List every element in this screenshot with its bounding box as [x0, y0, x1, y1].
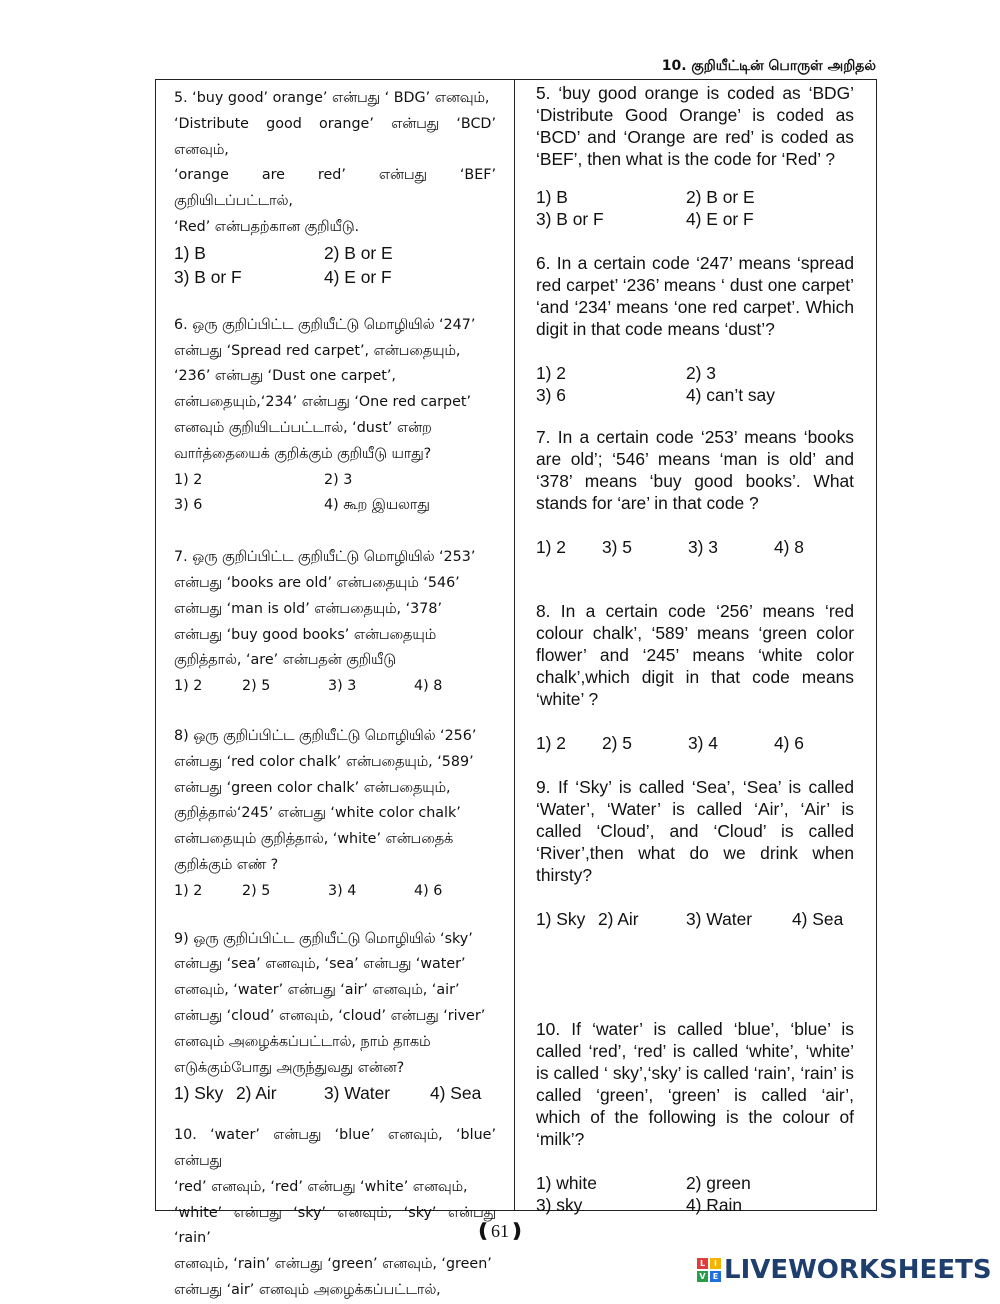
question-line: ‘white’ என்பது ‘sky’ எனவும், ‘sky’ என்பது ‘rain’ — [174, 1204, 496, 1247]
options — [174, 674, 496, 700]
options — [536, 536, 854, 558]
option: 2) 5 — [242, 678, 271, 695]
question-line: என்பது ‘air’ எனவும் அழைக்கப்பட்டால், — [174, 1282, 441, 1299]
page-bracket-right: ❫ — [509, 1221, 525, 1242]
tamil-column — [174, 86, 496, 1304]
en-question-7 — [536, 426, 854, 558]
question-line: எனவும், ‘rain’ என்பது ‘green’ எனவும், ‘green’ — [174, 1256, 492, 1273]
options — [536, 908, 854, 930]
question-line: என்பது ‘green color chalk’ என்பதையும், — [174, 779, 451, 796]
question-line: குறித்தால், ‘are’ என்பதன் குறியீடு — [174, 652, 397, 669]
option: 2) 3 — [324, 471, 353, 488]
question-line: ‘red’ எனவும், ‘red’ என்பது ‘white’ எனவும், — [174, 1178, 468, 1195]
option: 3) sky — [536, 1195, 583, 1215]
option: 1) 2 — [536, 537, 566, 557]
option: 4) Sea — [792, 909, 844, 929]
question-line: எடுக்கும்போது அருந்துவது என்ன? — [174, 1059, 405, 1076]
option: 3) 3 — [328, 678, 357, 695]
question-line: என்பது ‘buy good books’ என்பதையும் — [174, 626, 437, 643]
option: 4) 8 — [774, 537, 804, 557]
options — [536, 362, 854, 406]
question-line: என்பது ‘cloud’ எனவும், ‘cloud’ என்பது ‘river’ — [174, 1007, 486, 1024]
question-line: என்பது ‘sea’ எனவும், ‘sea’ என்பது ‘water’ — [174, 956, 466, 973]
ta-question-5 — [174, 86, 496, 289]
page-bracket-left: ❪ — [475, 1221, 491, 1242]
option: 1) 2 — [174, 678, 203, 695]
question-line: என்பது ‘man is old’ என்பதையும், ‘378’ — [174, 600, 443, 617]
option: 3) 4 — [688, 733, 718, 753]
question-text: 5. ‘buy good orange is coded as ‘BDG’ ‘Distribute Good Orange’ is coded as ‘BCD’ and ‘Orange are red’ is coded as ‘BEF’, then what is the code for ‘Red’ ? — [536, 83, 854, 169]
question-line: ‘Red’ என்பதற்கான குறியீடு. — [174, 218, 360, 235]
en-question-6 — [536, 252, 854, 406]
question-text: 9. If ‘Sky’ is called ‘Sea’, ‘Sea’ is called ‘Water’, ‘Water’ is called ‘Air’, ‘Air’ is called ‘Cloud’, and ‘Cloud’ is called ‘River’,then what do we drink when thirsty? — [536, 777, 854, 885]
logo-tile: L — [697, 1258, 708, 1269]
column-divider — [514, 80, 515, 1211]
option: 4) கூற இயலாது — [324, 497, 430, 514]
page-number-value: 61 — [491, 1221, 509, 1241]
question-text: 10. If ‘water’ is called ‘blue’, ‘blue’ is called ‘red’, ‘red’ is called ‘white’, ‘white’ is called ‘ sky’,‘sky’ is called ‘rain’, ‘rain’ is called ‘green’, ‘green’ is called ‘air’, which of the following is the colour of ‘milk’? — [536, 1019, 854, 1149]
liveworksheets-logo — [697, 1255, 992, 1285]
option: 1) 2 — [174, 882, 203, 899]
question-line: என்பதையும்,‘234’ என்பது ‘One red carpet’ — [174, 394, 472, 411]
logo-tiles — [697, 1258, 721, 1282]
question-line: குறிக்கும் எண் ? — [174, 856, 279, 873]
option: 3) 3 — [688, 537, 718, 557]
ta-question-10 — [174, 1123, 496, 1304]
option: 2) Air — [598, 909, 639, 929]
ta-question-9 — [174, 927, 496, 1106]
question-text: 7. In a certain code ‘253’ means ‘books are old’; ‘546’ means ‘man is old’ and ‘378’ means ‘buy good books’. What stands for ‘are’ in that code ? — [536, 427, 854, 513]
option: 2) 5 — [602, 733, 632, 753]
logo-tile: E — [710, 1271, 721, 1282]
option: 4) E or F — [686, 209, 754, 229]
en-question-5 — [536, 82, 854, 230]
option: 4) 8 — [414, 678, 443, 695]
option: 4) E or F — [324, 266, 392, 287]
question-text: 6. In a certain code ‘247’ means ‘spread red carpet’ ‘236’ means ‘ dust one carpet’ ‘and ‘234’ means ‘one red carpet’. Which digit in that code means ‘dust’? — [536, 253, 854, 339]
logo-text: LIVEWORKSHEETS — [724, 1255, 992, 1285]
question-line: ‘236’ என்பது ‘Dust one carpet’, — [174, 368, 396, 385]
option: 4) can’t say — [686, 385, 775, 405]
logo-tile: V — [697, 1271, 708, 1282]
question-text: 8. In a certain code ‘256’ means ‘red colour chalk’, ‘589’ means ‘green color flower’ and ‘245’ means ‘white color chalk’,which digit in that code means ‘white’ ? — [536, 601, 854, 709]
option: 1) 2 — [536, 733, 566, 753]
option: 1) Sky — [536, 909, 586, 929]
question-line: என்பது ‘red color chalk’ என்பதையும், ‘589’ — [174, 753, 474, 770]
page-number — [0, 1220, 1000, 1243]
question-line: எனவும் அழைக்கப்பட்டால், நாம் தாகம் — [174, 1033, 431, 1050]
question-line: எனவும் குறியிடப்பட்டால், ‘dust’ என்ற — [174, 419, 432, 436]
option: 3) 6 — [536, 385, 566, 405]
option: 1) Sky — [174, 1083, 224, 1104]
option: 2) green — [686, 1173, 751, 1193]
option: 3) Water — [686, 909, 753, 929]
option: 3) B or F — [536, 209, 604, 229]
option: 2) B or E — [686, 187, 755, 207]
option: 4) 6 — [414, 882, 443, 899]
option: 3) 6 — [174, 497, 203, 514]
option: 3) B or F — [174, 266, 242, 287]
option: 2) B or E — [324, 242, 393, 263]
option: 4) Rain — [686, 1195, 743, 1215]
option: 3) Water — [324, 1083, 391, 1104]
options — [174, 1081, 496, 1105]
options — [536, 732, 854, 754]
option: 1) B — [174, 242, 206, 263]
question-line: வார்த்தையைக் குறிக்கும் குறியீடு யாது? — [174, 445, 432, 462]
question-line: 6. ஒரு குறிப்பிட்ட குறியீட்டு மொழியில் ‘247’ — [174, 316, 476, 333]
question-line: ‘Distribute good orange’ என்பது ‘BCD’ எனவும், — [174, 115, 496, 158]
option: 2) Air — [236, 1083, 277, 1104]
chapter-title: 10. குறியீட்டின் பொருள் அறிதல் — [661, 58, 876, 74]
option: 1) white — [536, 1173, 597, 1193]
option: 2) 5 — [242, 882, 271, 899]
question-line: 5. ‘buy good’ orange’ என்பது ‘ BDG’ எனவும், — [174, 90, 490, 106]
question-line: என்பது ‘Spread red carpet’, என்பதையும், — [174, 342, 461, 359]
question-line: என்பது ‘books are old’ என்பதையும் ‘546’ — [174, 574, 460, 591]
option: 3) 5 — [602, 537, 632, 557]
question-line: என்பதையும் குறித்தால், ‘white’ என்பதைக் — [174, 831, 454, 848]
option: 1) 2 — [174, 471, 203, 488]
english-column — [536, 82, 854, 1216]
question-line: 8) ஒரு குறிப்பிட்ட குறியீட்டு மொழியில் ‘256’ — [174, 727, 477, 744]
question-line: எனவும், ‘water’ என்பது ‘air’ எனவும், ‘air’ — [174, 982, 460, 999]
question-line: 7. ஒரு குறிப்பிட்ட குறியீட்டு மொழியில் ‘253’ — [174, 549, 476, 566]
en-question-10 — [536, 1018, 854, 1216]
option: 3) 4 — [328, 882, 357, 899]
ta-question-7 — [174, 545, 496, 700]
en-question-9 — [536, 776, 854, 930]
option: 1) 2 — [536, 363, 566, 383]
option: 4) Sea — [430, 1083, 482, 1104]
question-line: குறித்தால்‘245’ என்பது ‘white color chalk’ — [174, 805, 461, 822]
ta-question-6 — [174, 313, 496, 519]
options — [536, 1172, 854, 1216]
option: 4) 6 — [774, 733, 804, 753]
options — [174, 468, 496, 520]
option: 2) 3 — [686, 363, 716, 383]
options — [174, 241, 496, 289]
logo-tile: i — [710, 1258, 721, 1269]
question-line: 10. ‘water’ என்பது ‘blue’ எனவும், ‘blue’ என்பது — [174, 1127, 496, 1170]
question-line: ‘orange are red’ என்பது ‘BEF’ குறியிடப்பட்டால், — [174, 167, 496, 210]
en-question-8 — [536, 600, 854, 754]
options — [174, 879, 496, 905]
ta-question-8 — [174, 724, 496, 905]
options — [536, 186, 854, 230]
option: 1) B — [536, 187, 568, 207]
question-line: 9) ஒரு குறிப்பிட்ட குறியீட்டு மொழியில் ‘sky’ — [174, 930, 473, 947]
